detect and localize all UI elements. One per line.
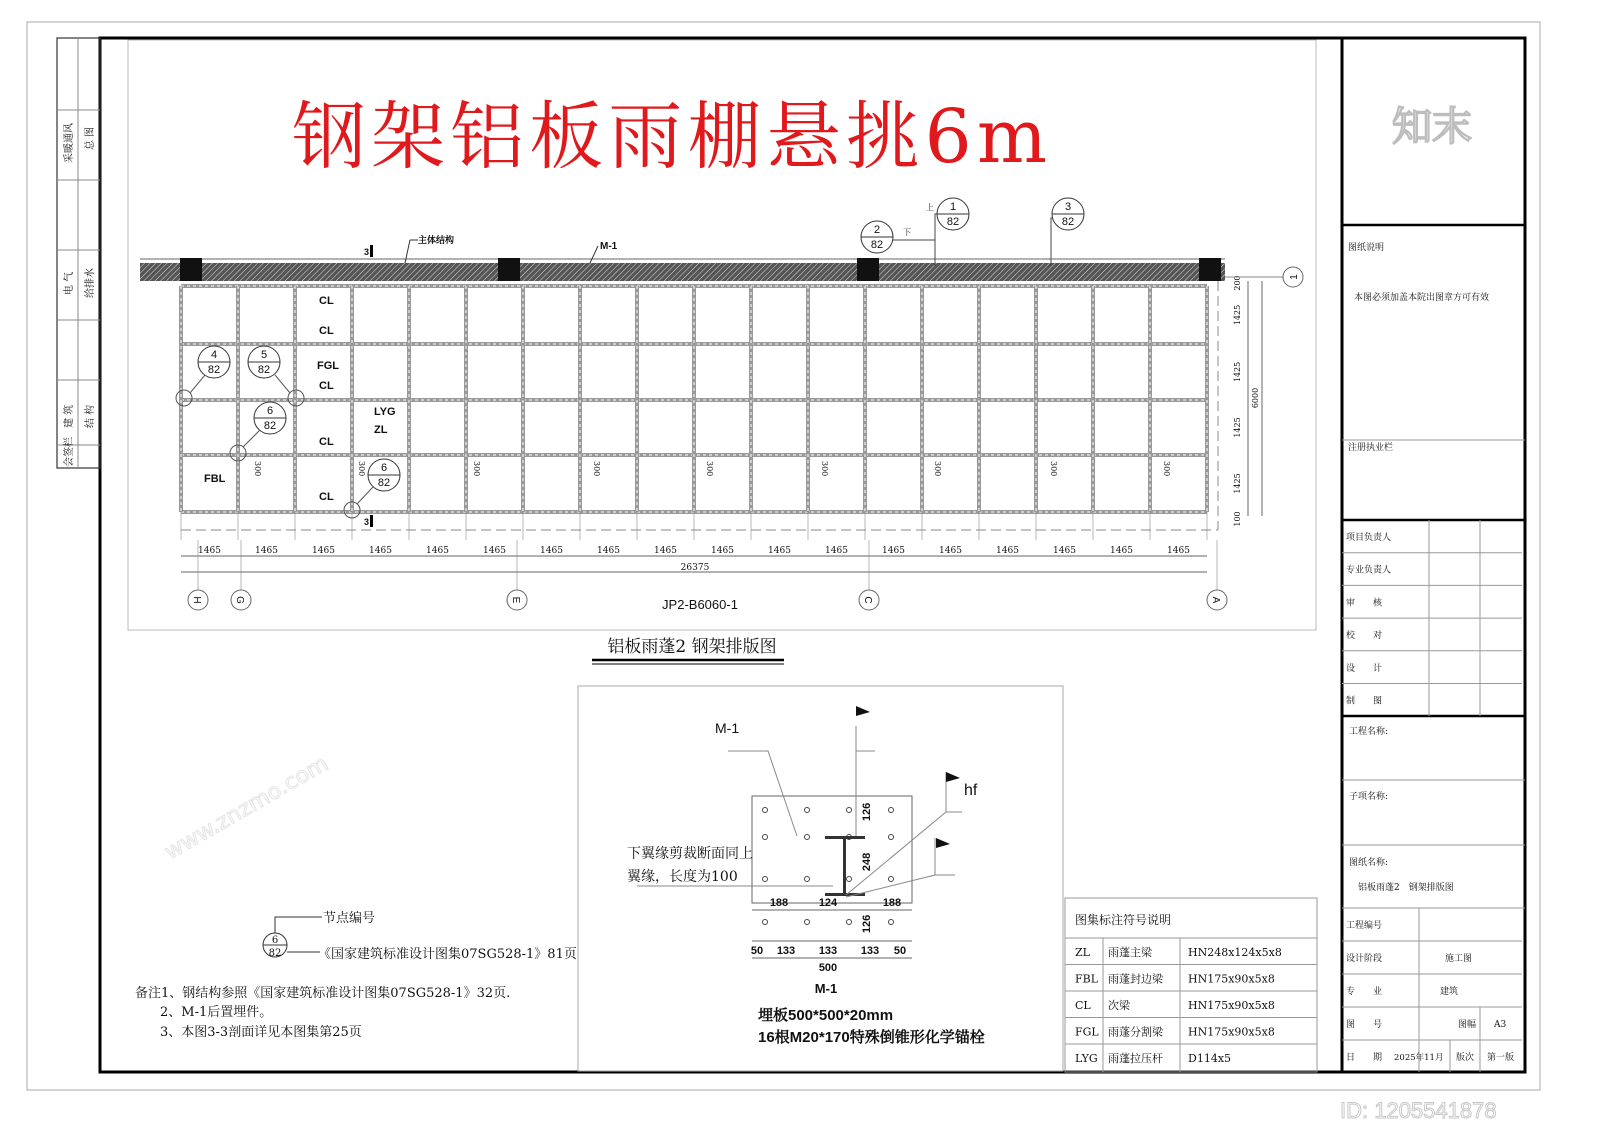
svg-text:82: 82 [263, 420, 277, 432]
detail-ref-6b[interactable] [368, 459, 400, 491]
label-main-structure: 主体结构 [418, 235, 455, 245]
column [1199, 258, 1221, 281]
svg-text:82: 82 [268, 948, 282, 959]
drawing-name: 铝板雨蓬2 钢架排版图 [1358, 883, 1454, 893]
symbol-code: LYG [1075, 1052, 1098, 1065]
strip-hvac: 采暖通风 [64, 123, 75, 163]
symbol-code: FBL [1075, 972, 1099, 986]
symbol-code: CL [1075, 999, 1091, 1012]
note-1: 备注1、钢结构参照《国家建筑标准设计图集07SG528-1》32页. [135, 986, 511, 1001]
detail-ref-1[interactable] [937, 198, 969, 230]
beam-label-cl: CL [319, 436, 334, 448]
detail-ref-6[interactable] [254, 402, 286, 434]
dim-188-left: 188 [769, 897, 789, 909]
bay-dim: 1465 [939, 546, 962, 556]
bay-dim: 1465 [882, 546, 905, 556]
section-mark-bottom: 3 [364, 517, 370, 527]
notes [135, 985, 510, 1040]
depth-dim: 100 [1233, 511, 1242, 527]
strip-structure: 结 构 [85, 404, 96, 428]
offset-dim: 300 [1162, 461, 1171, 477]
total-depth-dim: 6000 [1251, 387, 1260, 409]
total-length-dim: 26375 [680, 563, 710, 573]
depth-dim: 1425 [1233, 473, 1242, 494]
anchor-bolt [889, 877, 894, 882]
anchor-bolt [847, 808, 852, 813]
svg-text:82: 82 [207, 364, 221, 376]
m1-spec-plate: 埋板500*500*20mm [758, 1007, 894, 1024]
bay-dim: 1465 [540, 546, 563, 556]
strip-countersign: 会签栏 [64, 437, 75, 467]
symbol-spec: HN175x90x5x8 [1188, 999, 1275, 1012]
column [180, 258, 202, 281]
svg-text:133: 133 [860, 945, 880, 957]
watermark-site: www.znzmo.com [160, 751, 333, 866]
project-name-label: 工程名称: [1349, 727, 1389, 737]
offset-dim: 300 [1049, 461, 1058, 477]
strip-electrical: 电 气 [64, 271, 75, 295]
symbol-spec: HN175x90x5x8 [1188, 1025, 1275, 1039]
symbol-name: 雨蓬拉压杆 [1108, 1052, 1163, 1065]
bay-dim: 1465 [825, 546, 848, 556]
symbol-name: 雨蓬分割梁 [1108, 1025, 1163, 1039]
dim-248: 248 [861, 852, 873, 872]
title-block [1342, 38, 1525, 1072]
bay-dim: 1465 [198, 546, 221, 556]
svg-text:133: 133 [776, 945, 796, 957]
detail-ref-3[interactable] [1052, 198, 1084, 230]
svg-text:82: 82 [377, 477, 391, 489]
offset-dim: 300 [357, 461, 366, 477]
symbol-spec: D114x5 [1188, 1052, 1232, 1065]
svg-text:6: 6 [380, 462, 388, 474]
depth-dim: 1425 [1233, 361, 1242, 383]
flange-note-1: 下翼缘剪裁断面同上 [627, 846, 753, 862]
svg-text:82: 82 [946, 216, 960, 228]
symbol-table [1065, 898, 1317, 1072]
svg-text:6: 6 [271, 935, 279, 946]
plan-caption: 铝板雨蓬2 钢架排版图 [607, 637, 777, 657]
bay-dim: 1465 [711, 546, 734, 556]
symbol-name: 雨蓬封边梁 [1108, 972, 1163, 986]
bay-dim: 1465 [255, 546, 278, 556]
detail-ref-4[interactable] [198, 346, 230, 378]
role-label: 审 核 [1346, 598, 1383, 609]
note-2: 2、M-1后置埋件。 [160, 1005, 273, 1020]
desc-label: 图纸说明 [1348, 243, 1385, 253]
dim-124: 124 [818, 897, 838, 909]
svg-text:工程编号: 工程编号 [1346, 921, 1383, 931]
anchor-bolt [763, 808, 768, 813]
role-label: 专业负责人 [1346, 565, 1392, 576]
svg-text:50: 50 [750, 945, 764, 957]
svg-text:版次: 版次 [1456, 1053, 1475, 1063]
column [857, 258, 879, 281]
beam-label-fbl: FBL [204, 473, 226, 485]
role-label: 设 计 [1346, 663, 1383, 674]
column [498, 258, 520, 281]
strip-plumbing: 给排水 [85, 268, 96, 298]
symbol-spec: HN248x124x5x8 [1188, 946, 1282, 959]
m1-name: M-1 [814, 981, 838, 996]
role-label: 校 对 [1346, 631, 1383, 642]
symbol-name: 次梁 [1108, 999, 1130, 1012]
anchor-bolt [763, 835, 768, 840]
svg-text:133: 133 [818, 945, 838, 957]
axis-label: G [234, 596, 245, 604]
watermark-id: ID: 1205541878 [1340, 1098, 1497, 1123]
anchor-bolt [889, 835, 894, 840]
bay-dim: 1465 [768, 546, 791, 556]
canopy-plan [140, 198, 1303, 612]
sub-item-label: 子项名称: [1349, 792, 1389, 802]
reg-label: 注册执业栏 [1348, 443, 1394, 453]
strip-architecture: 建 筑 [64, 404, 75, 428]
offset-dim: 300 [705, 461, 714, 477]
section-mark-top: 3 [364, 247, 370, 257]
bay-dim: 1465 [1053, 546, 1076, 556]
design-stage: 施工图 [1445, 954, 1473, 964]
offset-dim: 300 [592, 461, 601, 477]
anchor-bolt [805, 877, 810, 882]
bay-dim: 1465 [654, 546, 677, 556]
offset-dim: 300 [472, 461, 481, 477]
m1-detail [578, 686, 1063, 1071]
bay-dim: 1465 [426, 546, 449, 556]
symbol-table-title: 图集标注符号说明 [1075, 913, 1172, 927]
main-structure-wall [140, 263, 1225, 281]
dim-126-top: 126 [861, 802, 873, 822]
node-legend-label: 节点编号 [323, 911, 376, 926]
depth-dim: 200 [1233, 275, 1242, 291]
watermark-logo: 知末 [1392, 104, 1472, 150]
role-label: 项目负责人 [1346, 533, 1392, 543]
dim-126-bottom: 126 [861, 914, 873, 934]
bay-dim: 1465 [1110, 546, 1133, 556]
svg-text:50: 50 [893, 945, 907, 957]
anchor-bolt [889, 920, 894, 925]
offset-dim: 300 [820, 461, 829, 477]
drawing-name-label: 图纸名称: [1349, 858, 1389, 868]
bay-dim: 1465 [597, 546, 620, 556]
anchor-bolt [847, 877, 852, 882]
desc-text: 本图必须加盖本院出图章方可有效 [1354, 293, 1490, 303]
symbol-code: FGL [1075, 1025, 1099, 1039]
axis-label: A [1210, 596, 1221, 604]
bay-dim: 1465 [1167, 546, 1190, 556]
date: 2025年11月 [1394, 1053, 1444, 1063]
strip-general: 总 图 [85, 126, 96, 150]
svg-text:500: 500 [818, 962, 838, 974]
symbol-code: ZL [1075, 946, 1090, 959]
node-legend [263, 910, 577, 962]
svg-text:4: 4 [210, 349, 218, 361]
detail-ref-5[interactable] [248, 346, 280, 378]
svg-text:2: 2 [873, 224, 881, 236]
bay-dim: 1465 [996, 546, 1019, 556]
bay-dim: 1465 [312, 546, 335, 556]
svg-text:82: 82 [870, 239, 884, 251]
drawing-title: 钢架铝板雨棚悬挑6m [292, 94, 1047, 180]
offset-dim: 300 [933, 461, 942, 477]
dim-188-right: 188 [882, 897, 902, 909]
svg-text:6: 6 [266, 405, 274, 417]
anchor-bolt [763, 920, 768, 925]
beam-label-fgl: FGL [317, 360, 339, 372]
detail-ref-2[interactable] [861, 221, 893, 253]
axis-label: E [510, 596, 521, 604]
bay-dim: 1465 [483, 546, 506, 556]
note-3: 3、本图3-3剖面详见本图集第25页 [160, 1025, 362, 1040]
svg-text:图 号: 图 号 [1346, 1020, 1383, 1030]
anchor-bolt [763, 877, 768, 882]
m1-spec-anchors: 16根M20*170特殊倒锥形化学锚栓 [758, 1029, 985, 1046]
beam-label-cl: CL [319, 325, 334, 337]
svg-text:设计阶段: 设计阶段 [1346, 954, 1383, 964]
beam-label-cl: CL [319, 295, 334, 307]
major: 建筑 [1440, 987, 1459, 997]
left-countersign-strip [57, 38, 100, 468]
svg-text:82: 82 [257, 364, 271, 376]
depth-dim: 1425 [1233, 417, 1242, 438]
axis-label: C [862, 596, 873, 604]
beam-label-cl: CL [319, 380, 334, 392]
svg-text:1: 1 [949, 201, 957, 213]
version: 第一版 [1487, 1053, 1515, 1063]
svg-text:5: 5 [260, 349, 268, 361]
symbol-name: 雨蓬主梁 [1108, 946, 1152, 959]
beam-label-zl: ZL [374, 424, 388, 436]
beam-label-lyg: LYG [374, 406, 396, 418]
svg-text:3: 3 [1064, 201, 1072, 213]
anchor-bolt [805, 920, 810, 925]
svg-text:82: 82 [1061, 216, 1075, 228]
depth-dim: 1425 [1233, 304, 1242, 326]
svg-text:专 业: 专 业 [1346, 987, 1383, 997]
svg-text:日 期: 日 期 [1346, 1053, 1383, 1063]
label-m1: M-1 [600, 241, 618, 252]
anchor-bolt [889, 808, 894, 813]
symbol-spec: HN175x90x5x8 [1188, 972, 1275, 986]
flange-note-2: 翼缘，长度为100 [627, 869, 738, 885]
anchor-bolt [805, 835, 810, 840]
role-label: 制 图 [1346, 696, 1383, 707]
m1-leader-label: M-1 [715, 720, 740, 736]
anchor-bolt [805, 808, 810, 813]
anchor-bolt [847, 920, 852, 925]
sheet-size: A3 [1494, 1020, 1507, 1030]
beam-label-cl: CL [319, 491, 334, 503]
drawing-code: JP2-B6060-1 [662, 597, 738, 612]
axis-label: 1 [1289, 274, 1300, 280]
down-mark: 下 [903, 228, 911, 237]
weld-symbol: hf [964, 782, 978, 799]
bay-dim: 1465 [369, 546, 392, 556]
up-mark: 上 [926, 203, 934, 212]
node-legend-ref: 《国家建筑标准设计图集07SG528-1》81页 [318, 947, 577, 962]
axis-label: H [191, 596, 202, 604]
offset-dim: 300 [253, 461, 262, 477]
svg-text:图幅: 图幅 [1458, 1020, 1477, 1030]
